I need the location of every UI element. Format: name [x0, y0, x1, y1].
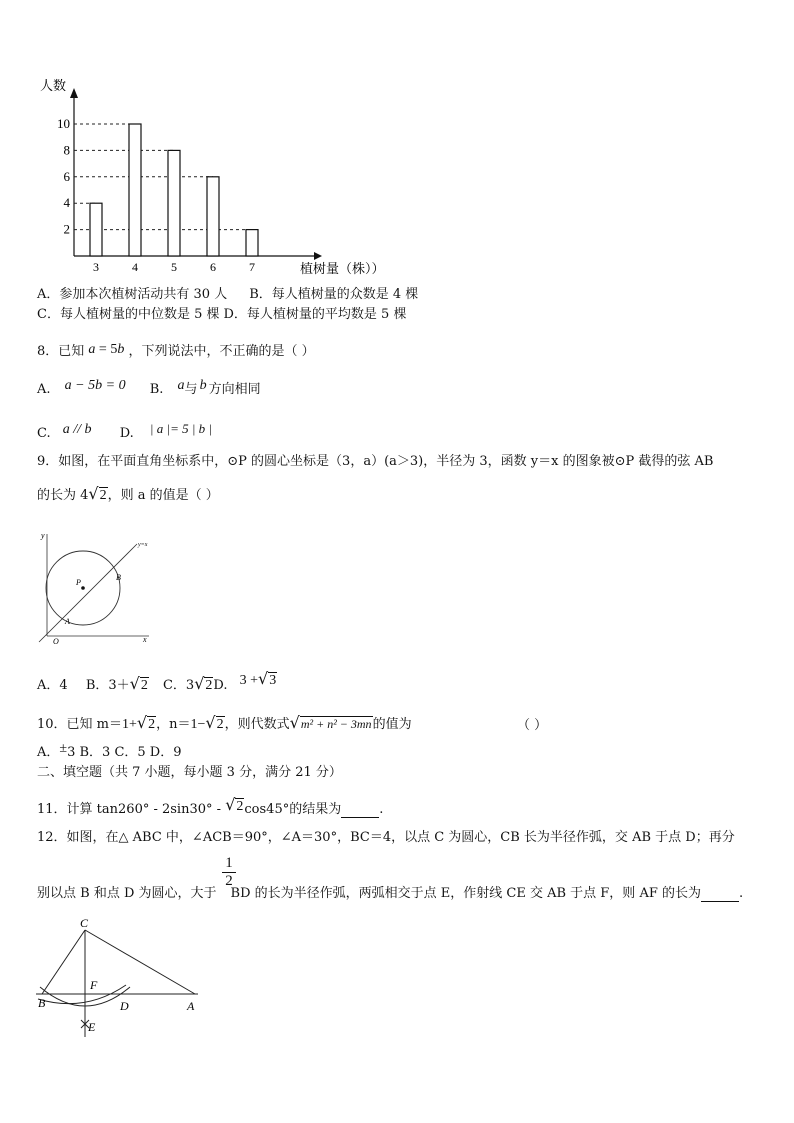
q8-option-b-mid: 与	[184, 382, 198, 397]
chart-y-tick-label: 4	[63, 195, 70, 211]
bar-chart	[30, 70, 410, 285]
q12-label-f: F	[90, 978, 98, 992]
chart-x-tick-label: 6	[210, 260, 216, 274]
q10-n-prefix: ，n＝	[156, 717, 191, 732]
q10-stem-prefix: 10．已知 m＝	[37, 717, 123, 732]
q9-option-d-sqrt: √3	[258, 669, 277, 688]
chart-y-tick-label: 10	[57, 116, 70, 131]
q8-equals-five: = 5	[95, 342, 118, 357]
q8-option-c-label: C.	[37, 426, 51, 441]
q10-n-value: 1−	[190, 717, 206, 732]
q10-n-sqrt: √2	[205, 713, 224, 732]
q9-option-b-prefix: B．3＋	[85, 678, 130, 693]
q8-stem-suffix: ，下列说法中，不正确的是（ ）	[128, 344, 315, 359]
q8-option-b-text: 方向相同	[208, 382, 261, 397]
q8-vector-a: a	[88, 342, 96, 357]
q8-stem-prefix: 8．已知	[37, 344, 85, 359]
q8-option-d-math: | a |= 5 | b |	[149, 421, 212, 436]
q11-suffix: cos45°的结果为	[244, 802, 342, 817]
q8-option-b-label: B.	[149, 382, 164, 397]
q9-options	[37, 669, 277, 694]
q9-option-a: A．4	[37, 678, 68, 693]
chart-y-axis-label: 人数	[40, 78, 67, 93]
q7-option-c: C．每人植树量的中位数是 5 棵	[37, 307, 220, 322]
q9-option-d-math: 3 +	[239, 673, 259, 688]
chart-bars	[90, 124, 258, 256]
q12-fraction-numerator: 1	[222, 855, 236, 873]
q11-sqrt-radicand: 2	[236, 799, 244, 814]
q10-stem	[37, 715, 412, 733]
chart-x-tick-label: 5	[171, 260, 177, 274]
chart-bar-7	[246, 230, 258, 256]
q11-end: .	[379, 802, 384, 817]
chart-x-tick-labels	[93, 260, 255, 274]
q11-sqrt: √2	[225, 795, 244, 814]
q7-option-d: D．每人植树量的平均数是 5 棵	[223, 307, 407, 322]
chart-bar-3	[90, 203, 102, 256]
q7-options-row2	[37, 307, 406, 323]
q9-label-a: A	[65, 617, 70, 626]
q10-expression: m² + n² − 3mn	[300, 717, 372, 731]
q9-label-b: B	[116, 573, 121, 582]
q12-fraction-denominator: 2	[225, 873, 233, 889]
q8-option-b-vec-a: a	[177, 378, 185, 393]
chart-y-tick-label: 6	[63, 168, 70, 184]
q7-option-b: B．每人植树量的众数是 4 棵	[249, 287, 419, 302]
q12-end: .	[738, 886, 744, 901]
q8-stem	[37, 344, 315, 360]
q8-option-d-label: D.	[119, 426, 134, 441]
q11-answer-blank[interactable]	[341, 805, 379, 818]
q12-fraction	[222, 855, 236, 890]
q9-option-c-prefix: C．3	[162, 678, 195, 693]
q9-label-x: x	[143, 635, 147, 644]
q10-post-text: 的值为	[372, 717, 412, 732]
chart-x-axis-label: 植树量（株））	[300, 261, 385, 276]
q9-label-y: y	[41, 531, 45, 540]
q12-stem-line2	[37, 886, 743, 902]
q8-option-a-math: a − 5b = 0	[64, 378, 126, 393]
q9-sqrt: √2	[88, 484, 107, 503]
chart-x-tick-label: 7	[249, 260, 255, 274]
q10-mid-text: ，则代数式	[224, 717, 290, 732]
q9-label-line: y=x	[138, 542, 148, 548]
q12-figure	[30, 915, 210, 1040]
q12-label-b: B	[38, 996, 46, 1010]
q10-option-a-prefix: A．	[37, 745, 60, 760]
q10-options	[37, 741, 182, 761]
q7-options-row1	[37, 287, 418, 303]
q9-stem-line2	[37, 486, 219, 504]
q9-option-b-sqrt: √2	[129, 674, 148, 693]
q9-stem-line1: 9．如图，在平面直角坐标系中，⊙P 的圆心坐标是（3，a）(a＞3)，半径为 3，函数 y＝x 的图象被⊙P 截得的弦 AB	[37, 454, 714, 469]
q10-m-value: 1+	[122, 717, 137, 732]
q8-options-row2	[37, 421, 212, 442]
section-2-heading: 二、填空题（共 7 小题，每小题 3 分，满分 21 分）	[37, 765, 342, 780]
q9-label-p: P	[76, 578, 81, 587]
q12-answer-blank[interactable]	[701, 889, 739, 902]
chart-y-tick-label: 2	[63, 221, 70, 237]
q11-stem	[37, 795, 384, 818]
q10-answer-paren: （ ）	[517, 718, 548, 733]
q12-line2-suffix: BD 的长为半径作弧，两弧相交于点 E，作射线 CE 交 AB 于点 F，则 AF 的长为	[230, 886, 701, 901]
q11-prefix: 11．计算 tan260° - 2sin30° -	[37, 802, 222, 817]
q9-stem-line2-suffix: ，则 a 的值是（ ）	[107, 488, 219, 503]
q9-figure	[35, 530, 155, 645]
q12-label-d: D	[120, 999, 129, 1013]
q9-sqrt-radicand: 2	[99, 488, 107, 503]
chart-bar-5	[168, 150, 180, 256]
q10-expression-sqrt: √m² + n² − 3mn	[289, 713, 372, 732]
q12-line2-prefix: 别以点 B 和点 D 为圆心，大于	[37, 886, 217, 901]
q8-option-c-math: a // b	[62, 422, 92, 437]
q9-option-d-prefix: D.	[213, 678, 228, 693]
q12-stem-line1: 12．如图，在△ ABC 中，∠ACB＝90°，∠A＝30°，BC＝4，以点 C 为圆心，CB 长为半径作弧，交 AB 于点 D；再分	[37, 830, 735, 845]
q9-label-o: O	[53, 637, 59, 645]
q9-option-c-sqrt: √2	[194, 674, 213, 693]
chart-x-tick-label: 4	[132, 260, 138, 274]
chart-x-tick-label: 3	[93, 260, 99, 274]
q10-options-rest: 3 B．3 C．5 D．9	[67, 745, 182, 760]
q10-m-sqrt: √2	[136, 713, 156, 732]
q8-option-b-vec-b: b	[199, 378, 207, 393]
q9-stem-line2-prefix: 的长为 4	[37, 488, 89, 503]
q8-options-row1	[37, 378, 261, 398]
q10-plus-minus: ±	[59, 741, 68, 756]
chart-axes	[70, 88, 322, 260]
chart-bar-6	[207, 177, 219, 256]
q8-option-a-label: A.	[37, 382, 51, 397]
chart-bar-4	[129, 124, 141, 256]
q12-label-c: C	[80, 916, 89, 930]
q12-label-e: E	[88, 1020, 96, 1034]
q8-vector-b: b	[117, 342, 125, 357]
chart-y-tick-labels	[57, 116, 71, 237]
chart-y-tick-label: 8	[63, 142, 70, 158]
q12-label-a: A	[187, 999, 195, 1013]
q7-option-a: A．参加本次植树活动共有 30 人	[37, 287, 228, 302]
